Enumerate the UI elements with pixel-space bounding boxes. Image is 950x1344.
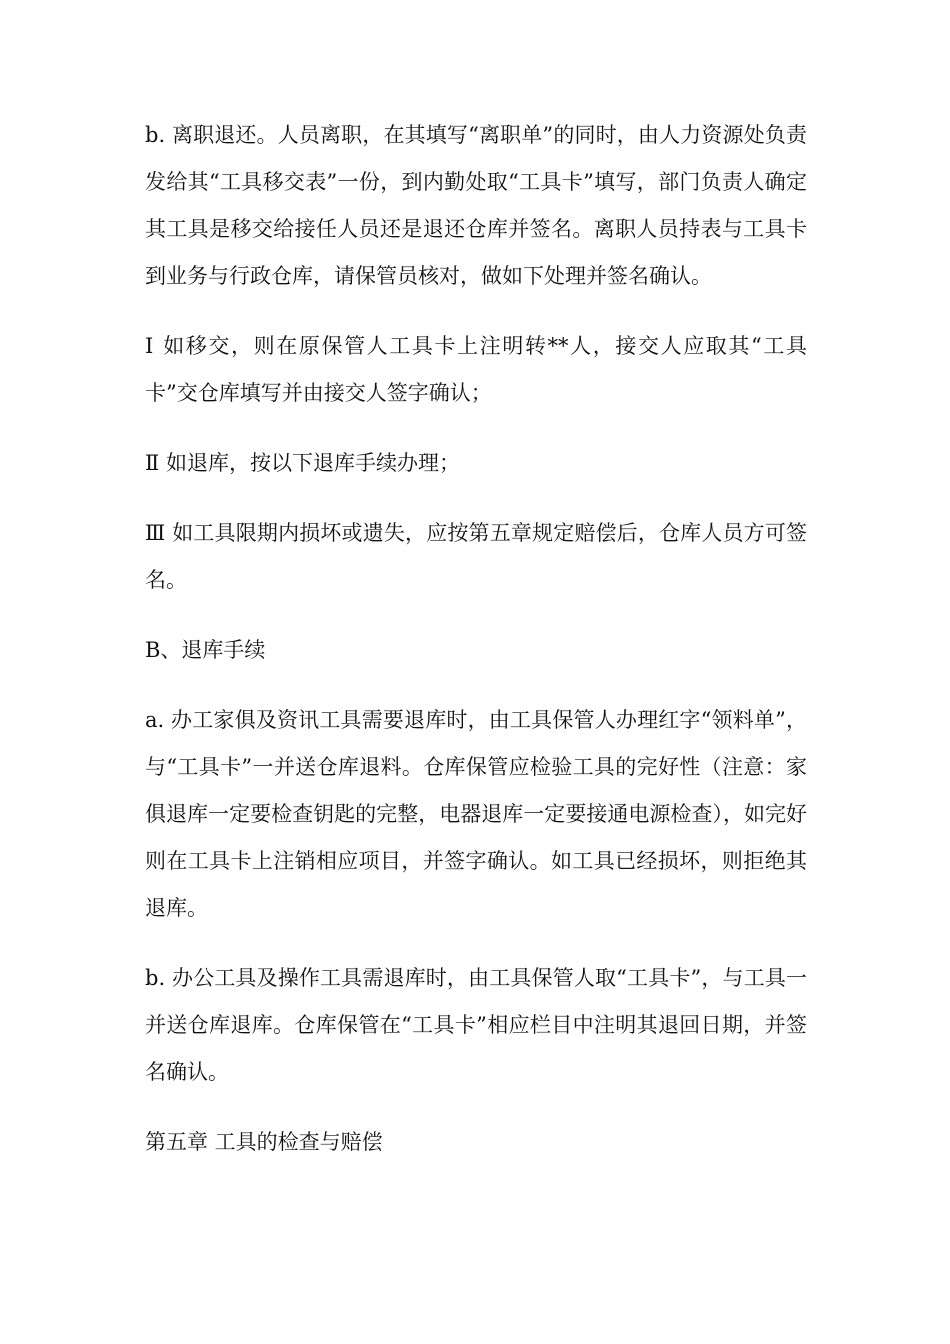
paragraph-item-return-to-stock: Ⅱ 如退库，按以下退库手续办理； [145,451,460,475]
paragraph-office-tools-return: b. 办公工具及操作工具需退库时，由工具保管人取“工具卡”，与工具一并送仓库退库。仓库保管在“工具卡”相应栏目中注明其退回日期，并签名确认。 [145,966,807,1084]
paragraph-resignation-return: b. 离职退还。人员离职，在其填写“离职单”的同时，由人力资源处负责发给其“工具移交表”一份，到内勤处取“工具卡”填写，部门负责人确定其工具是移交给接任人员还是退还仓库并签名。离职人员持表与工具卡到业务与行政仓库，请保管员核对，做如下处理并签名确认。 [145,123,807,288]
section-heading-return-procedure: B、退库手续 [145,638,266,662]
chapter-heading-inspection-compensation: 第五章 工具的检查与赔偿 [145,1130,383,1154]
paragraph-item-damage-loss: Ⅲ 如工具限期内损坏或遗失，应按第五章规定赔偿后，仓库人员方可签名。 [145,521,807,592]
paragraph-item-transfer: Ⅰ 如移交，则在原保管人工具卡上注明转**人，接交人应取其“工具卡”交仓库填写并由接交人签字确认； [145,334,807,405]
document-body [145,112,807,1189]
paragraph-furniture-it-return: a. 办工家俱及资讯工具需要退库时，由工具保管人办理红字“领料单”，与“工具卡”一并送仓库退料。仓库保管应检验工具的完好性（注意：家俱退库一定要检查钥匙的完整，电器退库一定要接通电源检查），如完好则在工具卡上注销相应项目，并签字确认。如工具已经损坏，则拒绝其退库。 [145,708,807,920]
